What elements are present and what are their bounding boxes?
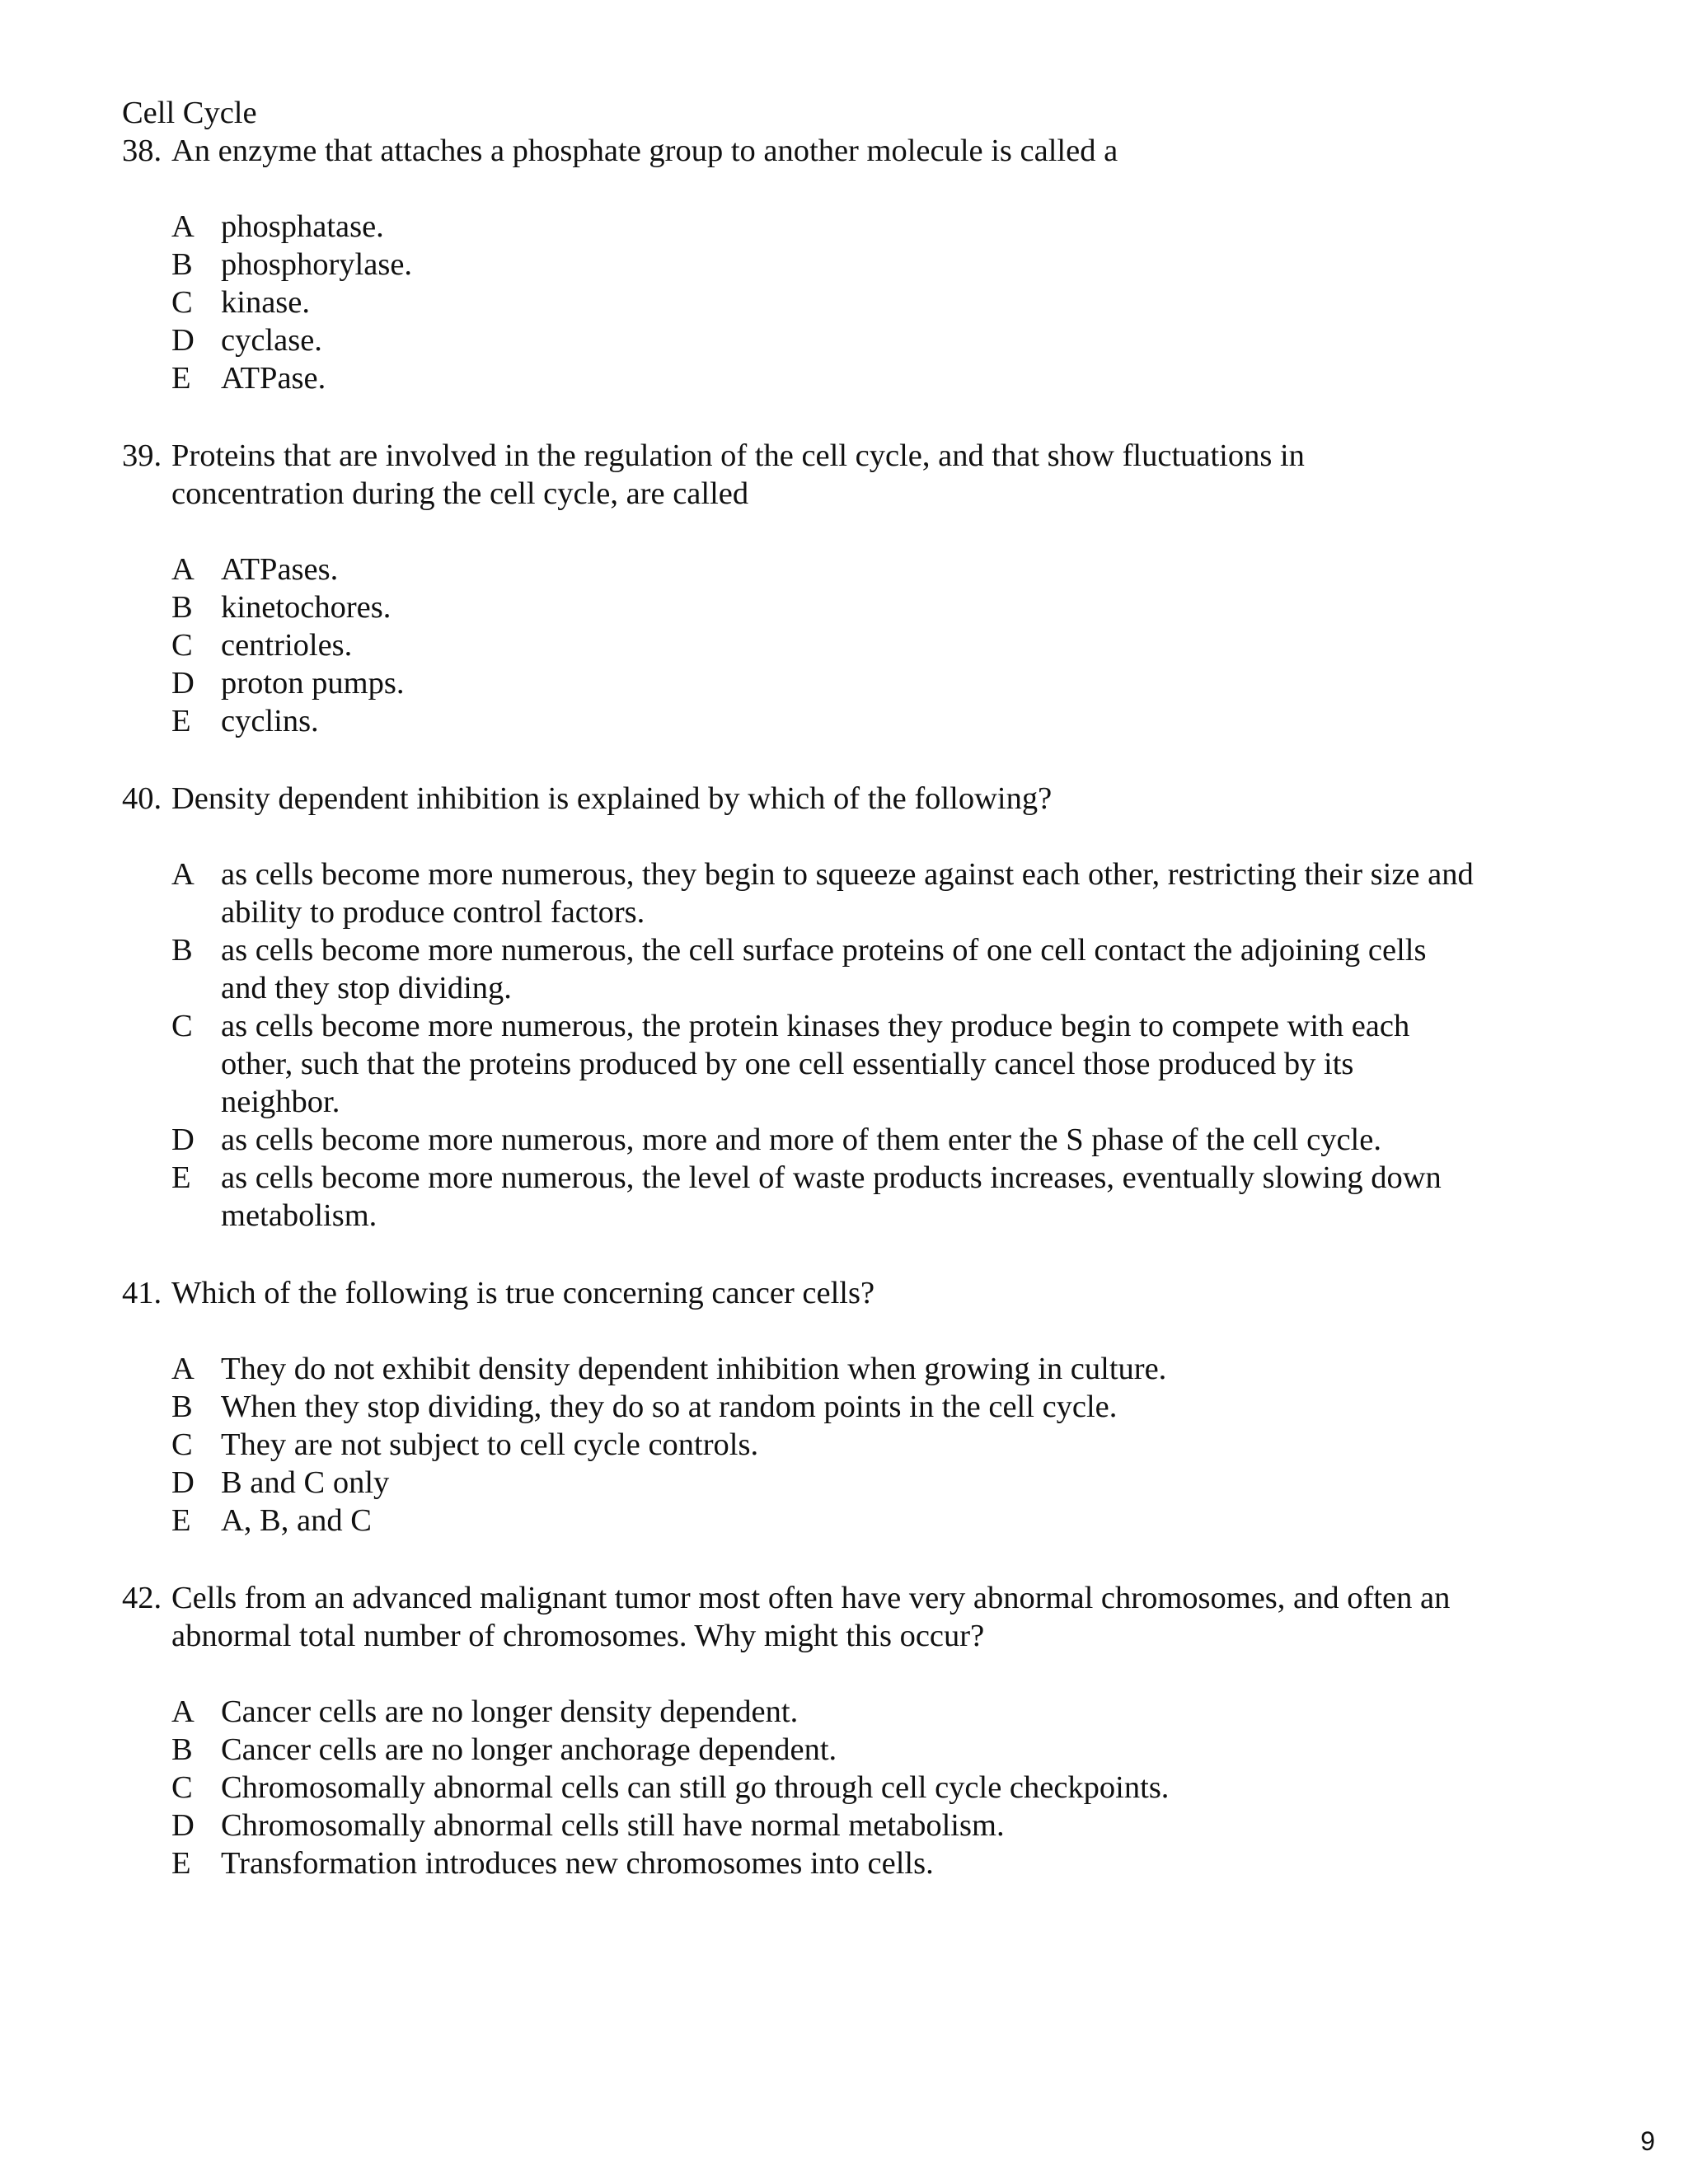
option-letter: A <box>171 209 195 244</box>
question-number: 41. <box>122 1276 162 1310</box>
question-stem <box>122 780 1474 818</box>
answer-option <box>171 208 1474 246</box>
answer-option <box>171 1159 1474 1235</box>
answer-option <box>171 321 1474 359</box>
option-text: cyclins. <box>221 704 319 738</box>
option-letter: A <box>171 857 195 892</box>
answer-options <box>122 208 1474 397</box>
question-38 <box>122 132 1474 397</box>
answer-option <box>171 284 1474 321</box>
option-text: Chromosomally abnormal cells can still go through cell cycle checkpoints. <box>221 1770 1170 1805</box>
question-number: 40. <box>122 781 162 816</box>
option-text: phosphatase. <box>221 209 384 244</box>
option-text: Transformation introduces new chromosomes into cells. <box>221 1846 934 1881</box>
answer-option <box>171 1731 1474 1769</box>
option-text: B and C only <box>221 1465 390 1500</box>
answer-option <box>171 359 1474 397</box>
answer-options <box>122 855 1474 1235</box>
option-text: as cells become more numerous, the level of waste products increases, eventually slowing down metabolism. <box>221 1160 1442 1233</box>
option-letter: B <box>171 590 193 625</box>
option-letter: B <box>171 247 193 282</box>
question-text: Proteins that are involved in the regulation of the cell cycle, and that show fluctuations in concentration during the cell cycle, are called <box>171 438 1305 511</box>
question-text: Cells from an advanced malignant tumor most often have very abnormal chromosomes, and often an abnormal total number of chromosomes. Why might this occur? <box>171 1581 1451 1653</box>
question-number: 38. <box>122 134 162 168</box>
question-stem <box>122 1274 1474 1312</box>
question-stem <box>122 1579 1474 1655</box>
option-text: They are not subject to cell cycle controls. <box>221 1427 759 1462</box>
option-letter: A <box>171 1694 195 1729</box>
option-letter: E <box>171 704 191 738</box>
option-text: as cells become more numerous, they begin to squeeze against each other, restricting their size and ability to produce control factors. <box>221 857 1474 930</box>
answer-option <box>171 855 1474 931</box>
answer-option <box>171 1350 1474 1388</box>
option-text: Cancer cells are no longer density dependent. <box>221 1694 799 1729</box>
option-text: kinase. <box>221 285 310 320</box>
answer-option <box>171 1693 1474 1731</box>
answer-option <box>171 1807 1474 1844</box>
option-text: ATPase. <box>221 361 326 396</box>
option-text: ATPases. <box>221 552 339 587</box>
option-letter: C <box>171 1770 193 1805</box>
answer-option <box>171 626 1474 664</box>
answer-option <box>171 1502 1474 1540</box>
option-text: as cells become more numerous, more and more of them enter the S phase of the cell cycle. <box>221 1122 1381 1157</box>
question-text: Which of the following is true concerning cancer cells? <box>171 1276 875 1310</box>
option-letter: D <box>171 1122 195 1157</box>
option-letter: C <box>171 285 193 320</box>
option-text: as cells become more numerous, the protein kinases they produce begin to compete with each other, such that the proteins produced by one cell essentially cancel those produced by its neighbor. <box>221 1009 1410 1119</box>
answer-options <box>122 1693 1474 1882</box>
question-text: An enzyme that attaches a phosphate group to another molecule is called a <box>171 134 1118 168</box>
answer-option <box>171 588 1474 626</box>
option-letter: B <box>171 933 193 968</box>
question-stem <box>122 437 1474 513</box>
option-text: They do not exhibit density dependent inhibition when growing in culture. <box>221 1352 1167 1386</box>
answer-option <box>171 702 1474 740</box>
option-letter: C <box>171 1009 193 1043</box>
option-text: proton pumps. <box>221 666 405 701</box>
option-text: kinetochores. <box>221 590 392 625</box>
option-letter: E <box>171 1503 191 1538</box>
option-text: Chromosomally abnormal cells still have normal metabolism. <box>221 1808 1005 1843</box>
answer-option <box>171 1426 1474 1464</box>
option-text: as cells become more numerous, the cell surface proteins of one cell contact the adjoining cells and they stop dividing. <box>221 933 1427 1005</box>
answer-option <box>171 246 1474 284</box>
question-42 <box>122 1579 1474 1882</box>
option-letter: E <box>171 1846 191 1881</box>
option-text: A, B, and C <box>221 1503 372 1538</box>
answer-option <box>171 1121 1474 1159</box>
option-letter: A <box>171 1352 195 1386</box>
page-number: 9 <box>1640 2126 1655 2156</box>
question-number: 42. <box>122 1581 162 1615</box>
option-letter: A <box>171 552 195 587</box>
option-letter: E <box>171 1160 191 1195</box>
answer-option <box>171 1844 1474 1882</box>
answer-option <box>171 1007 1474 1121</box>
question-stem <box>122 132 1474 170</box>
option-text: cyclase. <box>221 323 322 358</box>
answer-options <box>122 1350 1474 1540</box>
document-page <box>122 94 1474 1922</box>
question-39 <box>122 437 1474 740</box>
answer-options <box>122 551 1474 740</box>
option-letter: D <box>171 323 195 358</box>
answer-option <box>171 1464 1474 1502</box>
option-letter: D <box>171 666 195 701</box>
option-letter: B <box>171 1732 193 1767</box>
question-40 <box>122 780 1474 1235</box>
answer-option <box>171 931 1474 1007</box>
question-text: Density dependent inhibition is explained by which of the following? <box>171 781 1053 816</box>
answer-option <box>171 1769 1474 1807</box>
option-text: phosphorylase. <box>221 247 413 282</box>
option-text: When they stop dividing, they do so at random points in the cell cycle. <box>221 1390 1118 1424</box>
option-letter: D <box>171 1808 195 1843</box>
answer-option <box>171 664 1474 702</box>
section-title: Cell Cycle <box>122 96 257 130</box>
option-letter: E <box>171 361 191 396</box>
option-letter: D <box>171 1465 195 1500</box>
answer-option <box>171 1388 1474 1426</box>
option-letter: B <box>171 1390 193 1424</box>
question-number: 39. <box>122 438 162 473</box>
option-text: Cancer cells are no longer anchorage dependent. <box>221 1732 837 1767</box>
answer-option <box>171 551 1474 588</box>
option-text: centrioles. <box>221 628 353 663</box>
option-letter: C <box>171 628 193 663</box>
option-letter: C <box>171 1427 193 1462</box>
question-41 <box>122 1274 1474 1540</box>
